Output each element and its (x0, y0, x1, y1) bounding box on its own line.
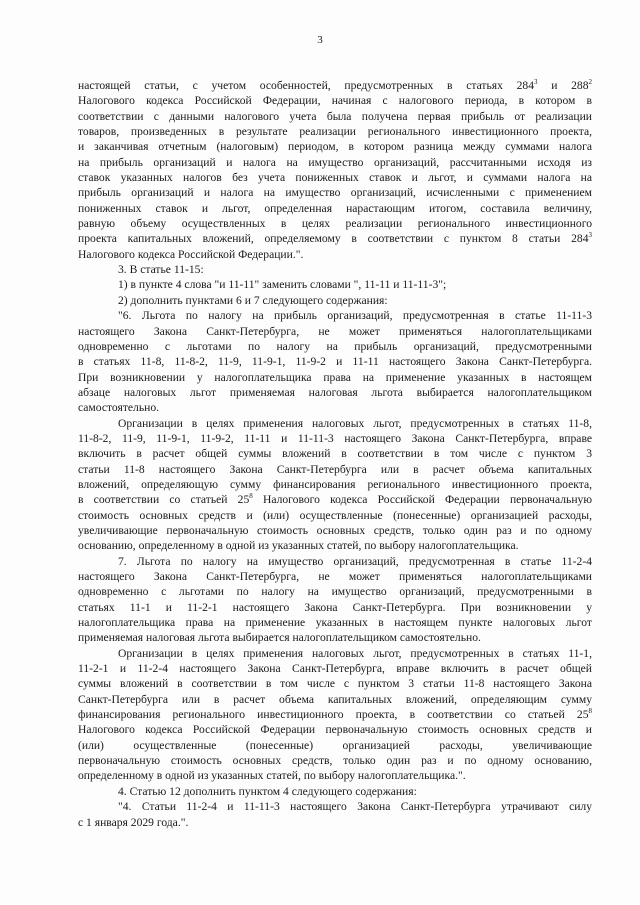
text-line: Организации в целях применения налоговых льгот, предусмотренных в статьях 11-1, (118, 646, 592, 660)
text-line: ставок указанных налогов без учета пониженных ставок и льгот, и суммами налога на (78, 171, 592, 185)
paragraph (78, 799, 592, 830)
paragraph (78, 646, 592, 784)
text-line: 4. Статью 12 дополнить пунктом 4 следующего содержания: (118, 784, 417, 798)
text-line: 3. В статье 11-15: (118, 263, 204, 277)
text-line: проекта капитальных вложений, определяемому в соответствии с пунктом 8 статьи $284^3$ (78, 231, 592, 246)
text-line: 2) дополнить пунктами 6 и 7 следующего содержания: (118, 293, 388, 307)
text-line: в статьях 11-8, 11-8-2, 11-9, 11-9-1, 11-9-2 и 11-11 настоящего Закона Санкт-Петербурга. (78, 355, 592, 369)
text-line: 7. Льгота по налогу на имущество организаций, предусмотренная в статье 11-2-4 (118, 554, 592, 568)
text-line: статьях 11-1 и 11-2-1 настоящего Закона Санкт-Петербурга. При возникновении у (78, 600, 592, 614)
text-line: статьи 11-8 настоящего Закона Санкт-Петербурга или в расчет объема капитальных (78, 462, 592, 476)
paragraph (78, 293, 592, 308)
text-line: одновременно с льготами по налогу на имущество организаций, предусмотренными в (78, 585, 592, 599)
text-line: прибыль организаций и налога на имущество организаций, исчисленными с применением (78, 186, 592, 200)
text-line: и заканчивая отчетным (налоговым) периодом, в котором разница между суммами налога (78, 140, 592, 154)
text-line: вложений, определяющую сумму финансирования регионального инвестиционного проекта, (78, 477, 592, 491)
text-line: первоначальную стоимость основных средств, только один раз и по одному основанию, (78, 754, 592, 768)
text-line: применяемая налоговая льгота выбирается налогоплательщиком самостоятельно. (78, 631, 481, 645)
text-line: настоящей статьи, с учетом особенностей, предусмотренных в статьях $284^3$ и $288^2$ (78, 78, 592, 92)
text-line: с 1 января 2029 года.". (78, 815, 189, 829)
text-line: Санкт-Петербурга или в расчет объема капитальных вложений, определяющим сумму (78, 692, 592, 706)
text-line: включить в расчет общей суммы вложений в соответствии в том числе с пунктом 3 (78, 447, 592, 461)
text-line: основанию, определенному в одной из указанных статей, по выбору налогоплательщика. (78, 539, 519, 553)
text-line: Организации в целях применения налоговых льгот, предусмотренных в статьях 11-8, (118, 416, 592, 430)
paragraph (78, 416, 592, 554)
text-line: финансирования регионального инвестиционного проекта, в соответствии со статьей $25^8$ (78, 707, 592, 722)
text-line: суммы вложений в соответствии в том числе с пунктом 3 статьи 11-8 настоящего Закона (78, 677, 592, 691)
text-line: Налогового кодекса Российской Федерации первоначальную стоимость основных средств и (78, 723, 592, 737)
page-number: 3 (317, 34, 323, 46)
text-line: настоящего Закона Санкт-Петербурга, не может применяться налогоплательщиками (78, 570, 592, 583)
text-line: на прибыль организаций и налога на имущество организаций, рассчитанными исходя из (78, 155, 592, 169)
document-body (78, 78, 592, 830)
text-line: 11-2-1 и 11-2-4 настоящего Закона Санкт-Петербурга, вправе включить в расчет общей (78, 662, 592, 676)
text-line: равную объему осуществленных в целях реализации регионального инвестиционного (78, 217, 592, 231)
text-line: 11-8-2, 11-9, 11-9-1, 11-9-2, 11-11 и 11-11-3 настоящего Закона Санкт-Петербурга, вправе (78, 431, 592, 445)
paragraph (78, 277, 592, 292)
text-line: При возникновении у налогоплательщика права на применение указанных в настоящем (78, 370, 592, 384)
text-line: пониженных ставок и льгот, определенная нарастающим итогом, составила величину, (78, 201, 592, 215)
paragraph (78, 78, 592, 262)
text-line: Налогового кодекса Российской Федерации, начиная с налогового периода, в котором в (78, 94, 592, 108)
text-line: налогоплательщика права на применение указанных в настоящем пункте налоговых льгот (78, 616, 592, 630)
text-line: товаров, произведенных в результате реализации регионального инвестиционного проекта, (78, 125, 592, 139)
text-line: стоимость основных средств и (или) осуществленные (понесенные) организацией расходы, (78, 508, 592, 522)
paragraph (78, 262, 592, 277)
text-line: абзаце налоговых льгот применяемая налоговая льгота выбирается налогоплательщиком (78, 385, 592, 399)
text-line: самостоятельно. (78, 401, 160, 415)
text-line: увеличивающие первоначальную стоимость основных средств, только один раз и по одному (78, 523, 592, 537)
text-line: соответствии с данными налогового учета была получена первая прибыль от реализации (78, 109, 592, 123)
text-line: в соответствии со статьей $25^8$ Налогового кодекса Российской Федерации первоначальную (78, 492, 592, 507)
text-line: 1) в пункте 4 слова "и 11-11" заменить словами ", 11-11 и 11-11-3"; (118, 278, 447, 292)
paragraph (78, 554, 592, 646)
text-line: одновременно с льготами по налогу на прибыль организаций, предусмотренными (78, 339, 592, 353)
text-line: настоящего Закона Санкт-Петербурга, не может применяться налогоплательщиками (78, 324, 592, 338)
text-line: "4. Статьи 11-2-4 и 11-11-3 настоящего Закона Санкт-Петербурга утрачивают силу (118, 800, 592, 814)
text-line: "6. Льгота по налогу на прибыль организаций, предусмотренная в статье 11-11-3 (118, 309, 592, 323)
text-line: Налогового кодекса Российской Федерации.". (78, 247, 304, 261)
text-line: определенному в одной из указанных статей, по выбору налогоплательщика.". (78, 769, 466, 783)
paragraph (78, 784, 592, 799)
paragraph (78, 308, 592, 415)
text-line: (или) осуществленные (понесенные) организацией расходы, увеличивающие (78, 738, 592, 752)
